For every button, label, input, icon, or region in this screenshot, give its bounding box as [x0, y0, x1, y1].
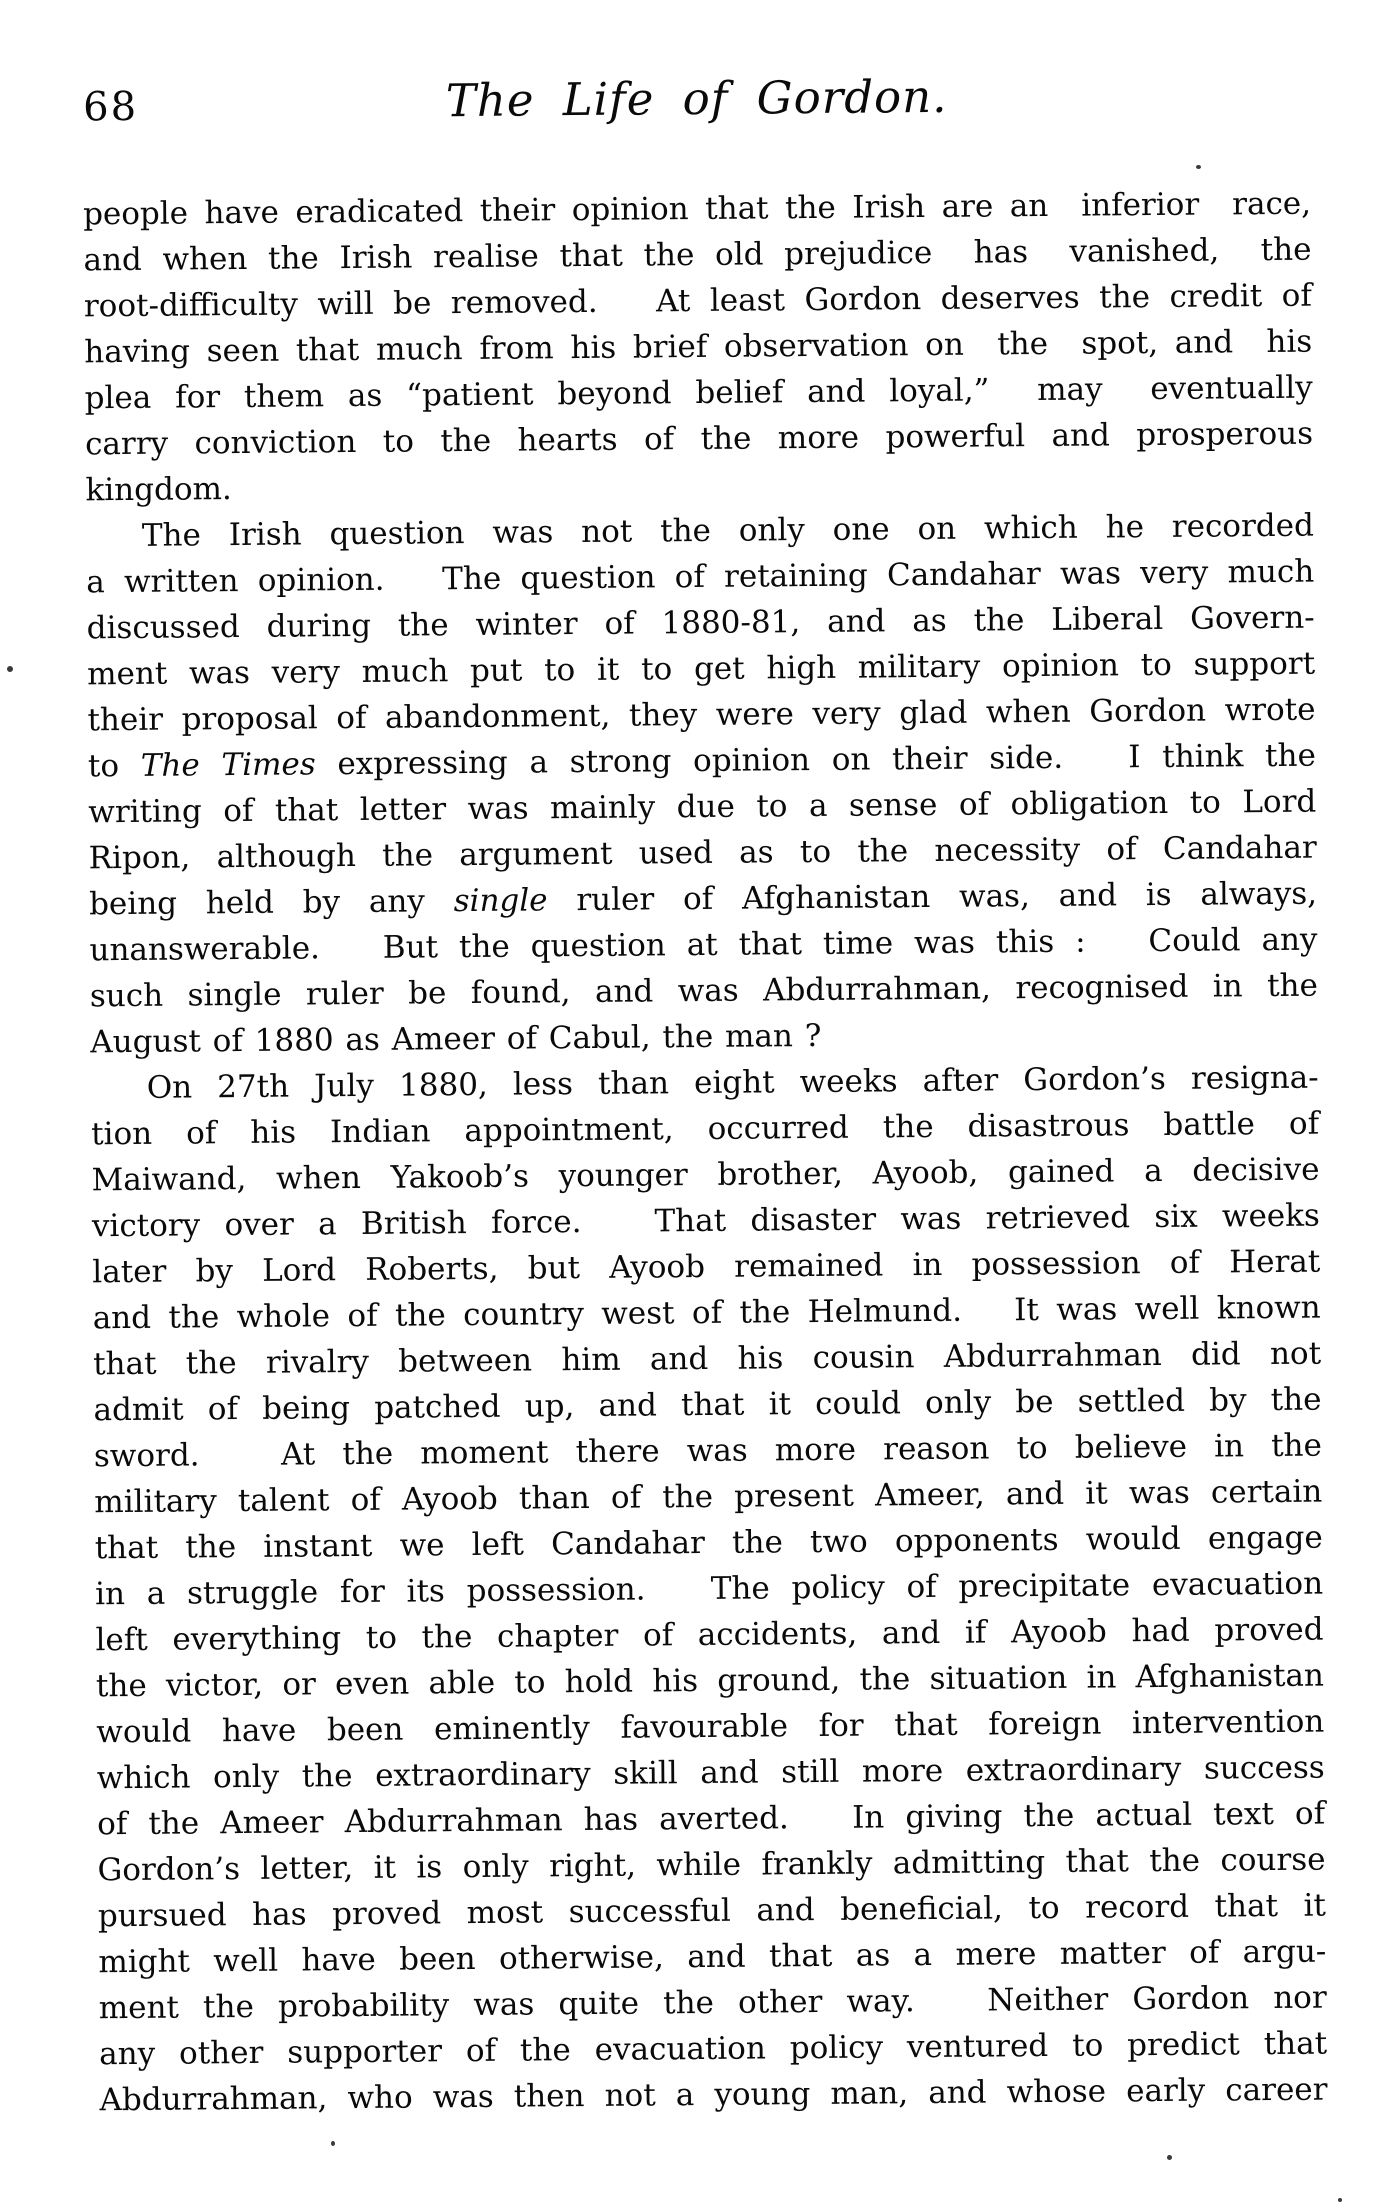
page-number: 68 — [82, 83, 139, 131]
text-line: being held by any single ruler of Afghanistan was, and is always, — [88, 875, 1318, 923]
text-line: victory over a British force. That disaster was retrieved six weeks — [91, 1197, 1321, 1245]
text-line: people have eradicated their opinion that the Irish are an inferior race, — [82, 185, 1312, 233]
ink-speck — [1167, 2155, 1172, 2160]
text-line: ment the probability was quite the other way. Neither Gordon nor — [98, 1979, 1327, 2027]
running-title: The Life of Gordon. — [445, 69, 948, 128]
text-line: to The Times expressing a strong opinion on their side. I think the — [87, 737, 1317, 785]
text-line: and when the Irish realise that the old prejudice has vanished, the — [83, 231, 1312, 279]
text-line: having seen that much from his brief observation on the spot, and his — [84, 323, 1313, 371]
text-line: that the instant we left Candahar the two opponents would engage — [94, 1519, 1323, 1567]
text-line: writing of that letter was mainly due to a sense of obligation to Lord — [88, 783, 1317, 831]
text-line: carry conviction to the hearts of the more powerful and prosperous — [84, 415, 1314, 463]
text-line: military talent of Ayoob than of the present Ameer, and it was certain — [94, 1473, 1323, 1521]
text-line: kingdom. — [85, 471, 232, 509]
text-line: their proposal of abandonment, they were very glad when Gordon wrote — [87, 691, 1316, 739]
text-line: Maiwand, when Yakoob’s younger brother, Ayoob, gained a decisive — [91, 1151, 1320, 1199]
text-line: Abdurrahman, who was then not a young man, and whose early career — [99, 2071, 1328, 2119]
text-line: of the Ameer Abdurrahman has averted. In giving the actual text of — [96, 1795, 1326, 1843]
text-line: later by Lord Roberts, but Ayoob remained in possession of Herat — [92, 1243, 1321, 1291]
text-line: admit of being patched up, and that it could only be settled by the — [93, 1381, 1322, 1429]
ink-speck — [1338, 2198, 1342, 2202]
text-line: which only the extraordinary skill and still more extraordinary success — [96, 1749, 1325, 1797]
text-line: a written opinion. The question of retaining Candahar was very much — [86, 553, 1315, 601]
text-line: any other supporter of the evacuation policy ventured to predict that — [99, 2025, 1328, 2073]
text-line: ment was very much put to it to get high military opinion to support — [86, 645, 1316, 693]
paragraph — [91, 1055, 1328, 2124]
text-line: the victor, or even able to hold his ground, the situation in Afghanistan — [95, 1657, 1325, 1705]
text-line: August of 1880 as Ameer of Cabul, the man ? — [90, 1017, 822, 1061]
text-line: would have been eminently favourable for that foreign intervention — [96, 1703, 1325, 1751]
paragraph — [86, 503, 1319, 1066]
text-line: The Irish question was not the only one on which he recorded — [141, 507, 1315, 554]
ink-speck — [331, 2141, 335, 2146]
text-line: Gordon’s letter, it is only right, while frankly admitting that the course — [97, 1841, 1326, 1889]
text-line: sword. At the moment there was more reason to believe in the — [93, 1427, 1323, 1475]
text-line: such single ruler be found, and was Abdurrahman, recognised in the — [89, 967, 1319, 1015]
page-body — [83, 181, 1328, 2124]
text-line: left everything to the chapter of accidents, and if Ayoob had proved — [95, 1611, 1324, 1659]
text-line: that the rivalry between him and his cousin Abdurrahman did not — [92, 1335, 1322, 1383]
text-line: Ripon, although the argument used as to the necessity of Candahar — [88, 829, 1317, 877]
text-line: On 27th July 1880, less than eight weeks after Gordon’s resigna- — [146, 1059, 1319, 1106]
text-line: pursued has proved most successful and beneficial, to record that it — [97, 1887, 1327, 1935]
text-line: plea for them as “patient beyond belief and loyal,” may eventually — [84, 369, 1313, 417]
text-line: discussed during the winter of 1880-81, and as the Liberal Govern- — [86, 599, 1315, 647]
text-line: in a struggle for its possession. The policy of precipitate evacuation — [94, 1565, 1324, 1613]
text-line: and the whole of the country west of the Helmund. It was well known — [92, 1289, 1321, 1337]
ink-speck — [7, 666, 13, 672]
text-line: root-difficulty will be removed. At least Gordon deserves the credit of — [83, 277, 1313, 325]
ink-speck — [1196, 165, 1201, 169]
paragraph — [83, 181, 1314, 514]
text-line: might well have been otherwise, and that as a mere matter of argu- — [98, 1933, 1327, 1981]
text-line: tion of his Indian appointment, occurred the disastrous battle of — [90, 1105, 1320, 1153]
text-line: unanswerable. But the question at that time was this : Could any — [89, 921, 1318, 969]
